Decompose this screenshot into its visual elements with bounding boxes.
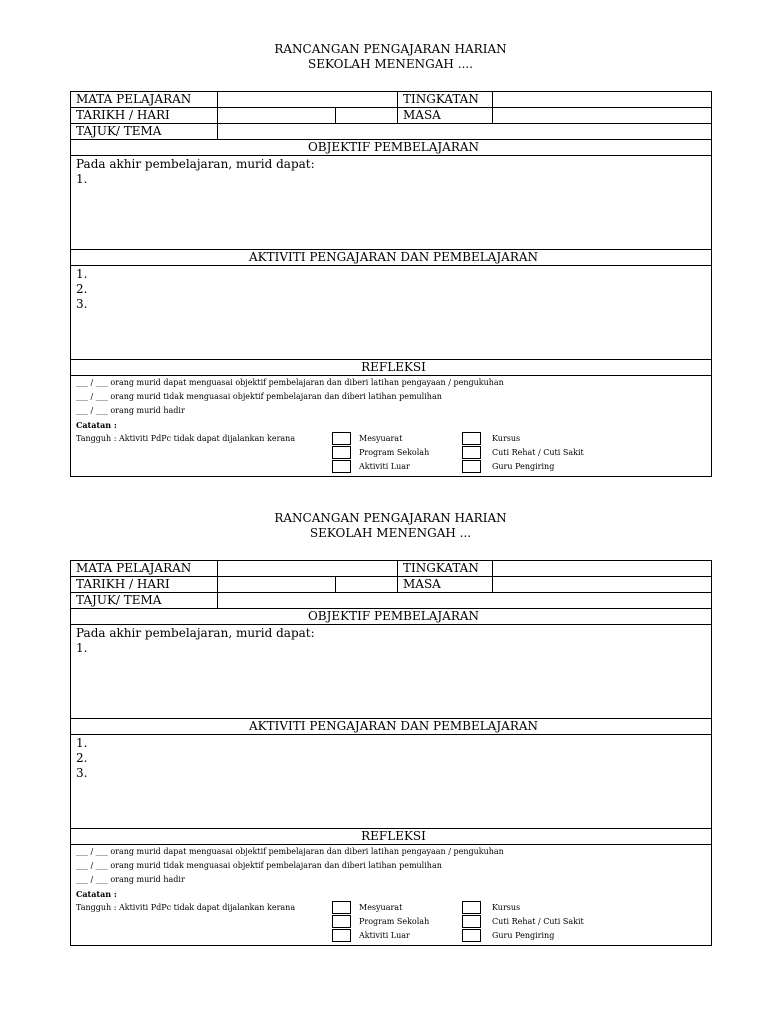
school-name: SEKOLAH MENENGAH ....: [308, 57, 473, 71]
program-sekolah-checkbox[interactable]: [332, 915, 351, 928]
aktiviti-luar-checkbox[interactable]: [332, 929, 351, 942]
cuti-checkbox[interactable]: [462, 915, 481, 928]
mata-pelajaran-label: MATA PELAJARAN: [71, 92, 218, 108]
aktiviti-item: 3.: [76, 297, 88, 311]
objektif-section[interactable]: [71, 156, 712, 250]
objektif-heading: OBJEKTIF PEMBELAJARAN: [71, 140, 712, 156]
hari-field[interactable]: [336, 577, 398, 593]
mata-pelajaran-field[interactable]: [218, 561, 398, 577]
refleksi-line-hadir: ___ / ___ orang murid hadir: [76, 875, 185, 884]
rph-table: [70, 91, 712, 477]
objektif-item: 1.: [76, 641, 88, 655]
option-label: Program Sekolah: [359, 448, 430, 457]
cuti-checkbox[interactable]: [462, 446, 481, 459]
masa-field[interactable]: [493, 108, 712, 124]
catatan-label: Catatan :: [76, 889, 117, 899]
mesyuarat-checkbox[interactable]: [332, 432, 351, 445]
refleksi-heading: REFLEKSI: [71, 829, 712, 845]
option-label: Mesyuarat: [359, 434, 403, 443]
objektif-heading: OBJEKTIF PEMBELAJARAN: [71, 609, 712, 625]
objektif-item: 1.: [76, 172, 88, 186]
mesyuarat-checkbox[interactable]: [332, 901, 351, 914]
school-name: SEKOLAH MENENGAH ...: [309, 526, 472, 540]
objektif-intro: Pada akhir pembelajaran, murid dapat:: [76, 626, 315, 640]
rph-table: [70, 560, 712, 946]
tingkatan-field[interactable]: [493, 92, 712, 108]
catatan-label: Catatan :: [76, 420, 117, 430]
rph-form-1: [70, 42, 711, 471]
aktiviti-item: 3.: [76, 766, 88, 780]
aktiviti-heading: AKTIVITI PENGAJARAN DAN PEMBELAJARAN: [71, 719, 712, 735]
kursus-checkbox[interactable]: [462, 432, 481, 445]
program-sekolah-checkbox[interactable]: [332, 446, 351, 459]
tajuk-tema-field[interactable]: [218, 124, 712, 140]
masa-label: MASA: [398, 577, 493, 593]
option-label: Program Sekolah: [359, 917, 430, 926]
option-label: Kursus: [492, 434, 521, 443]
masa-label: MASA: [398, 108, 493, 124]
kursus-checkbox[interactable]: [462, 901, 481, 914]
aktiviti-heading: AKTIVITI PENGAJARAN DAN PEMBELAJARAN: [71, 250, 712, 266]
aktiviti-section[interactable]: [71, 735, 712, 829]
hari-field[interactable]: [336, 108, 398, 124]
form-title: RANCANGAN PENGAJARAN HARIAN: [274, 511, 507, 525]
guru-pengiring-checkbox[interactable]: [462, 929, 481, 942]
refleksi-heading: REFLEKSI: [71, 360, 712, 376]
tajuk-tema-label: TAJUK/ TEMA: [71, 124, 218, 140]
tarikh-field[interactable]: [218, 108, 336, 124]
tajuk-tema-label: TAJUK/ TEMA: [71, 593, 218, 609]
mata-pelajaran-field[interactable]: [218, 92, 398, 108]
aktiviti-luar-checkbox[interactable]: [332, 460, 351, 473]
option-label: Aktiviti Luar: [359, 462, 410, 471]
tingkatan-field[interactable]: [493, 561, 712, 577]
option-label: Cuti Rehat / Cuti Sakit: [492, 448, 584, 457]
refleksi-line-menguasai: ___ / ___ orang murid dapat menguasai objektif pembelajaran dan diberi latihan pengayaan / pengukuhan: [76, 847, 504, 856]
refleksi-line-tidak-menguasai: ___ / ___ orang murid tidak menguasai objektif pembelajaran dan diberi latihan pemulihan: [76, 392, 442, 401]
tarikh-hari-label: TARIKH / HARI: [71, 577, 218, 593]
objektif-section[interactable]: [71, 625, 712, 719]
aktiviti-item: 1.: [76, 267, 88, 281]
form-header: [70, 511, 711, 541]
tingkatan-label: TINGKATAN: [398, 561, 493, 577]
option-label: Mesyuarat: [359, 903, 403, 912]
aktiviti-item: 2.: [76, 282, 88, 296]
form-header: [70, 42, 711, 72]
option-label: Guru Pengiring: [492, 931, 555, 940]
option-label: Aktiviti Luar: [359, 931, 410, 940]
option-label: Cuti Rehat / Cuti Sakit: [492, 917, 584, 926]
rph-form-2: [70, 511, 711, 940]
refleksi-line-tidak-menguasai: ___ / ___ orang murid tidak menguasai objektif pembelajaran dan diberi latihan pemulihan: [76, 861, 442, 870]
option-label: Kursus: [492, 903, 521, 912]
objektif-intro: Pada akhir pembelajaran, murid dapat:: [76, 157, 315, 171]
tangguh-label: Tangguh : Aktiviti PdPc tidak dapat dijalankan kerana: [76, 903, 296, 912]
form-title: RANCANGAN PENGAJARAN HARIAN: [274, 42, 507, 56]
refleksi-section: [71, 845, 712, 946]
tajuk-tema-field[interactable]: [218, 593, 712, 609]
tingkatan-label: TINGKATAN: [398, 92, 493, 108]
refleksi-line-hadir: ___ / ___ orang murid hadir: [76, 406, 185, 415]
aktiviti-section[interactable]: [71, 266, 712, 360]
option-label: Guru Pengiring: [492, 462, 555, 471]
guru-pengiring-checkbox[interactable]: [462, 460, 481, 473]
tarikh-hari-label: TARIKH / HARI: [71, 108, 218, 124]
aktiviti-item: 1.: [76, 736, 88, 750]
masa-field[interactable]: [493, 577, 712, 593]
aktiviti-item: 2.: [76, 751, 88, 765]
refleksi-section: [71, 376, 712, 477]
tangguh-label: Tangguh : Aktiviti PdPc tidak dapat dijalankan kerana: [76, 434, 296, 443]
refleksi-line-menguasai: ___ / ___ orang murid dapat menguasai objektif pembelajaran dan diberi latihan pengayaan / pengukuhan: [76, 378, 504, 387]
tarikh-field[interactable]: [218, 577, 336, 593]
mata-pelajaran-label: MATA PELAJARAN: [71, 561, 218, 577]
